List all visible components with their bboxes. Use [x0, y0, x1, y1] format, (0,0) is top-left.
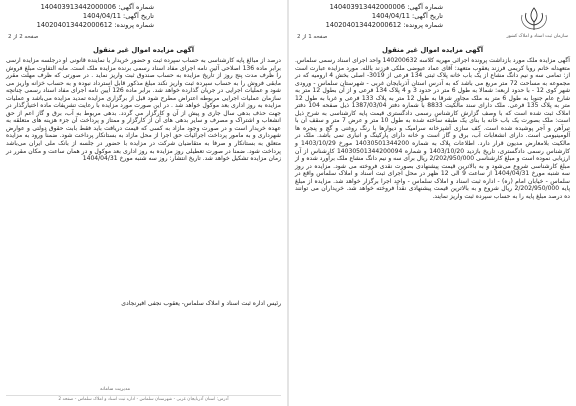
announcement-number-label: شماره آگهی:: [407, 3, 443, 11]
announcement-meta: [293, 3, 443, 30]
announcement-meta: [4, 3, 154, 30]
announcement-date: 1404/04/11: [371, 12, 410, 20]
page-title: آگهی مزایده اموال غیر منقول: [92, 46, 195, 54]
file-number-label: شماره پرونده:: [403, 21, 443, 29]
page-title: آگهی مزایده اموال غیر منقول: [381, 46, 484, 54]
announcement-number: 140403913442000006: [40, 3, 117, 11]
stamp-text: مدیریت سامانه: [100, 387, 131, 392]
file-number: 140204013442000612: [325, 21, 402, 29]
file-number: 140204013442000612: [36, 21, 113, 29]
page-number: صفحه 2 از 2: [8, 34, 39, 40]
page-one: [288, 0, 576, 406]
page-number: صفحه 1 از 2: [297, 34, 328, 40]
page-footer: آدرس: استان آذربایجان غربی - شهرستان سلماس - اداره ثبت اسناد و املاک سلماس - صفحه 2: [6, 395, 281, 402]
announcement-date: 1404/04/11: [82, 12, 121, 20]
organization-caption: سازمان ثبت اسناد و املاک کشور: [506, 34, 568, 39]
signature-line: رئیس اداره ثبت اسناد و املاک سلماس- یعقوب نجفی افیرنجادی: [121, 300, 281, 307]
announcement-number-label: شماره آگهی:: [118, 3, 154, 11]
page-header: [293, 3, 572, 43]
page-header: [4, 3, 283, 43]
file-number-label: شماره پرونده:: [114, 21, 154, 29]
announcement-number: 140403913442000006: [329, 3, 406, 11]
registration-organization-logo-icon: [504, 5, 564, 33]
announcement-body: درصد از مبالغ پایه کارشناسی به حساب سپرده ثبت و حضور خریدار یا نماینده قانونی او درجلسه مزایده ارسی برابر ماده 136 اصلاحی آئین نامه اجرای مفاد اسناد رسمی برنده مزایده ملک است. مابه التفاوت مبلغ فروش را ظرف مدت پنج روز از تاریخ مزایده به حساب صندوق ثبت واریز نماید . در صورتی که ظرف مهلت مقرر مابقی فروش را به حساب سپرده ثبت واریز نکند مبلغ مذکور قابل استرداد نبوده و به حساب خزانه واریز می شود و عملیات اجرایی در جریان گذارده خواهد شد. برابر ماده 126 آیین نامه اجرای مفاد اسناد رسمی چنانچه سازمان عملیات اجرایی مربوطه اعتراض مطرح شود قبل از برگزاری مزایده تمدید مزایده می‌باشد و عملیات مزایده به روز اداری بعد موکول خواهد شد . در این صورت مورد مزایده با رعایت تشریفات ماده اختیارگذار در جهت حذف بدهی سال جاری و پیش از آن و کارگزار می گردد. بدهی مربوط به آب، برق و گاز اعم از حق انشعاب و اشتراک و مصرف و سایر بدهی های آن از کارگزار و ممتاز و پرداخت آن جزء هزینه های متعلقه به عهده خریدار است و در صورت وجود مازاد به کسی که قیمت دریافت باید فقط بابت حقوق دولتی و عوارض شهرداری و به مامور پرداخت اجرائیات حق اجرا از محل مازاد به بستانکار پرداخت شود. ضمناً ورود به مزایده متعلق به بستانکار و صرفا به متقاضیان شرکت در مزایده با حضور در جلسه از بانک ملی ایران می‌باشد پرداخت شود. ضمنا در صورت تعطیلی روز مزایده به روز اداری بعد موکول و در همان ساعت و مکان مقرر در زمان مزایده تشکیل خواهد شد. تاریخ انتشار: روز سه شنبه مورخ 1404/04/31: [6, 57, 281, 163]
announcement-date-label: تاریخ آگهی:: [412, 12, 443, 20]
announcement-body: آگهی مزایده ملک مورد بازداشت پرونده اجرائی مهریه کلاسه 140200632 واحد اجرای اسناد رسمی سلماس. متعهدله خانم رویا کریمی فرزند یعقوب متعهد: آقای عماد عیوضی ملکی فرزند بالله. مورد مزایده عبارت است از: تمامی سه و نیم دانگ مشاع از یک باب خانه پلاک ثبتی 134 فرعی از 3019- اصلی بخش 4 ارومیه که در مجموعه به مساحت 72 متر مربع می باشد که به آدرس استان آذربایجان غربی - شهرستان سلماس - ورودی شهر کوی 12 - با حدود اربعه: شمالا به طول 6 متر در حدود 3 و 4 پلاک 134 فرعی و از آن بطول 12 متر به شارع عام جنوبا به طول 6 متر به ملک مجاور شرقا به طول 12 متر به پلاک 133 فرعی و غربا به طول 12 متر به پلاک 135 فرعی. ملک دارای سند مالکیت 8833 با شماره دفتر 1387/03/04 ذیل صفحه 104 دفتر املاک ثبت شده است که با وصف گزارش کارشناس رسمی دادگستری قیمت پایه کارشناسی به شرح ذیل است: ملک بصورت یک باب خانه با بنای یک طبقه ساخته شده به طول 10 متر و عرض 7 متر و سقف آن با تیرآهن و آجر پوشیده شده است. کف سازی آشپزخانه سرامیک و دیوارها با رنگ روغنی و گچ و پنجره ها آلومینیومی است. دارای انشعابات آب، برق و گاز است و خانه دارای پارکینگ و انباری نمی باشد. ملک در مالکیت بلامعارض مدیون قرار دارد. اطلاعات پلاک به شماره 14030501344200 مورخ 1403/10/29 و کارشناس رسمی دادگستری، تاریخ بازدید 1403/10/20 و شماره 14030501344200094 کارشناس از آن ارزیابی نموده است و مبلغ کارشناسی 2/202/950/000 ریال برای سه و نیم دانگ مشاع ملک برآورد شده و از مبلغ کارشناسی شروع می‌شود و به بالاترین قیمت پیشنهادی بصورت نقدی فروخته می شود. مزایده در روز سه شنبه مورخ 1404/04/31 از ساعت 9 الی 12 ظهر در محل اجرای ثبت اسناد و املاک سلماس واقع در سلماس - خیابان امام (ره) - اداره ثبت اسناد و املاک سلماس - واحد اجرا برگزار خواهد شد. مزایده از مبلغ پایه 2/202/950/000 ریال شروع و به بالاترین قیمت پیشنهادی نقداً فروخته خواهد شد. خریداران می توانند ده درصد مبلغ پایه را به حساب سپرده ثبت واریز نمایند.: [295, 57, 571, 200]
announcement-date-label: تاریخ آگهی:: [123, 12, 154, 20]
